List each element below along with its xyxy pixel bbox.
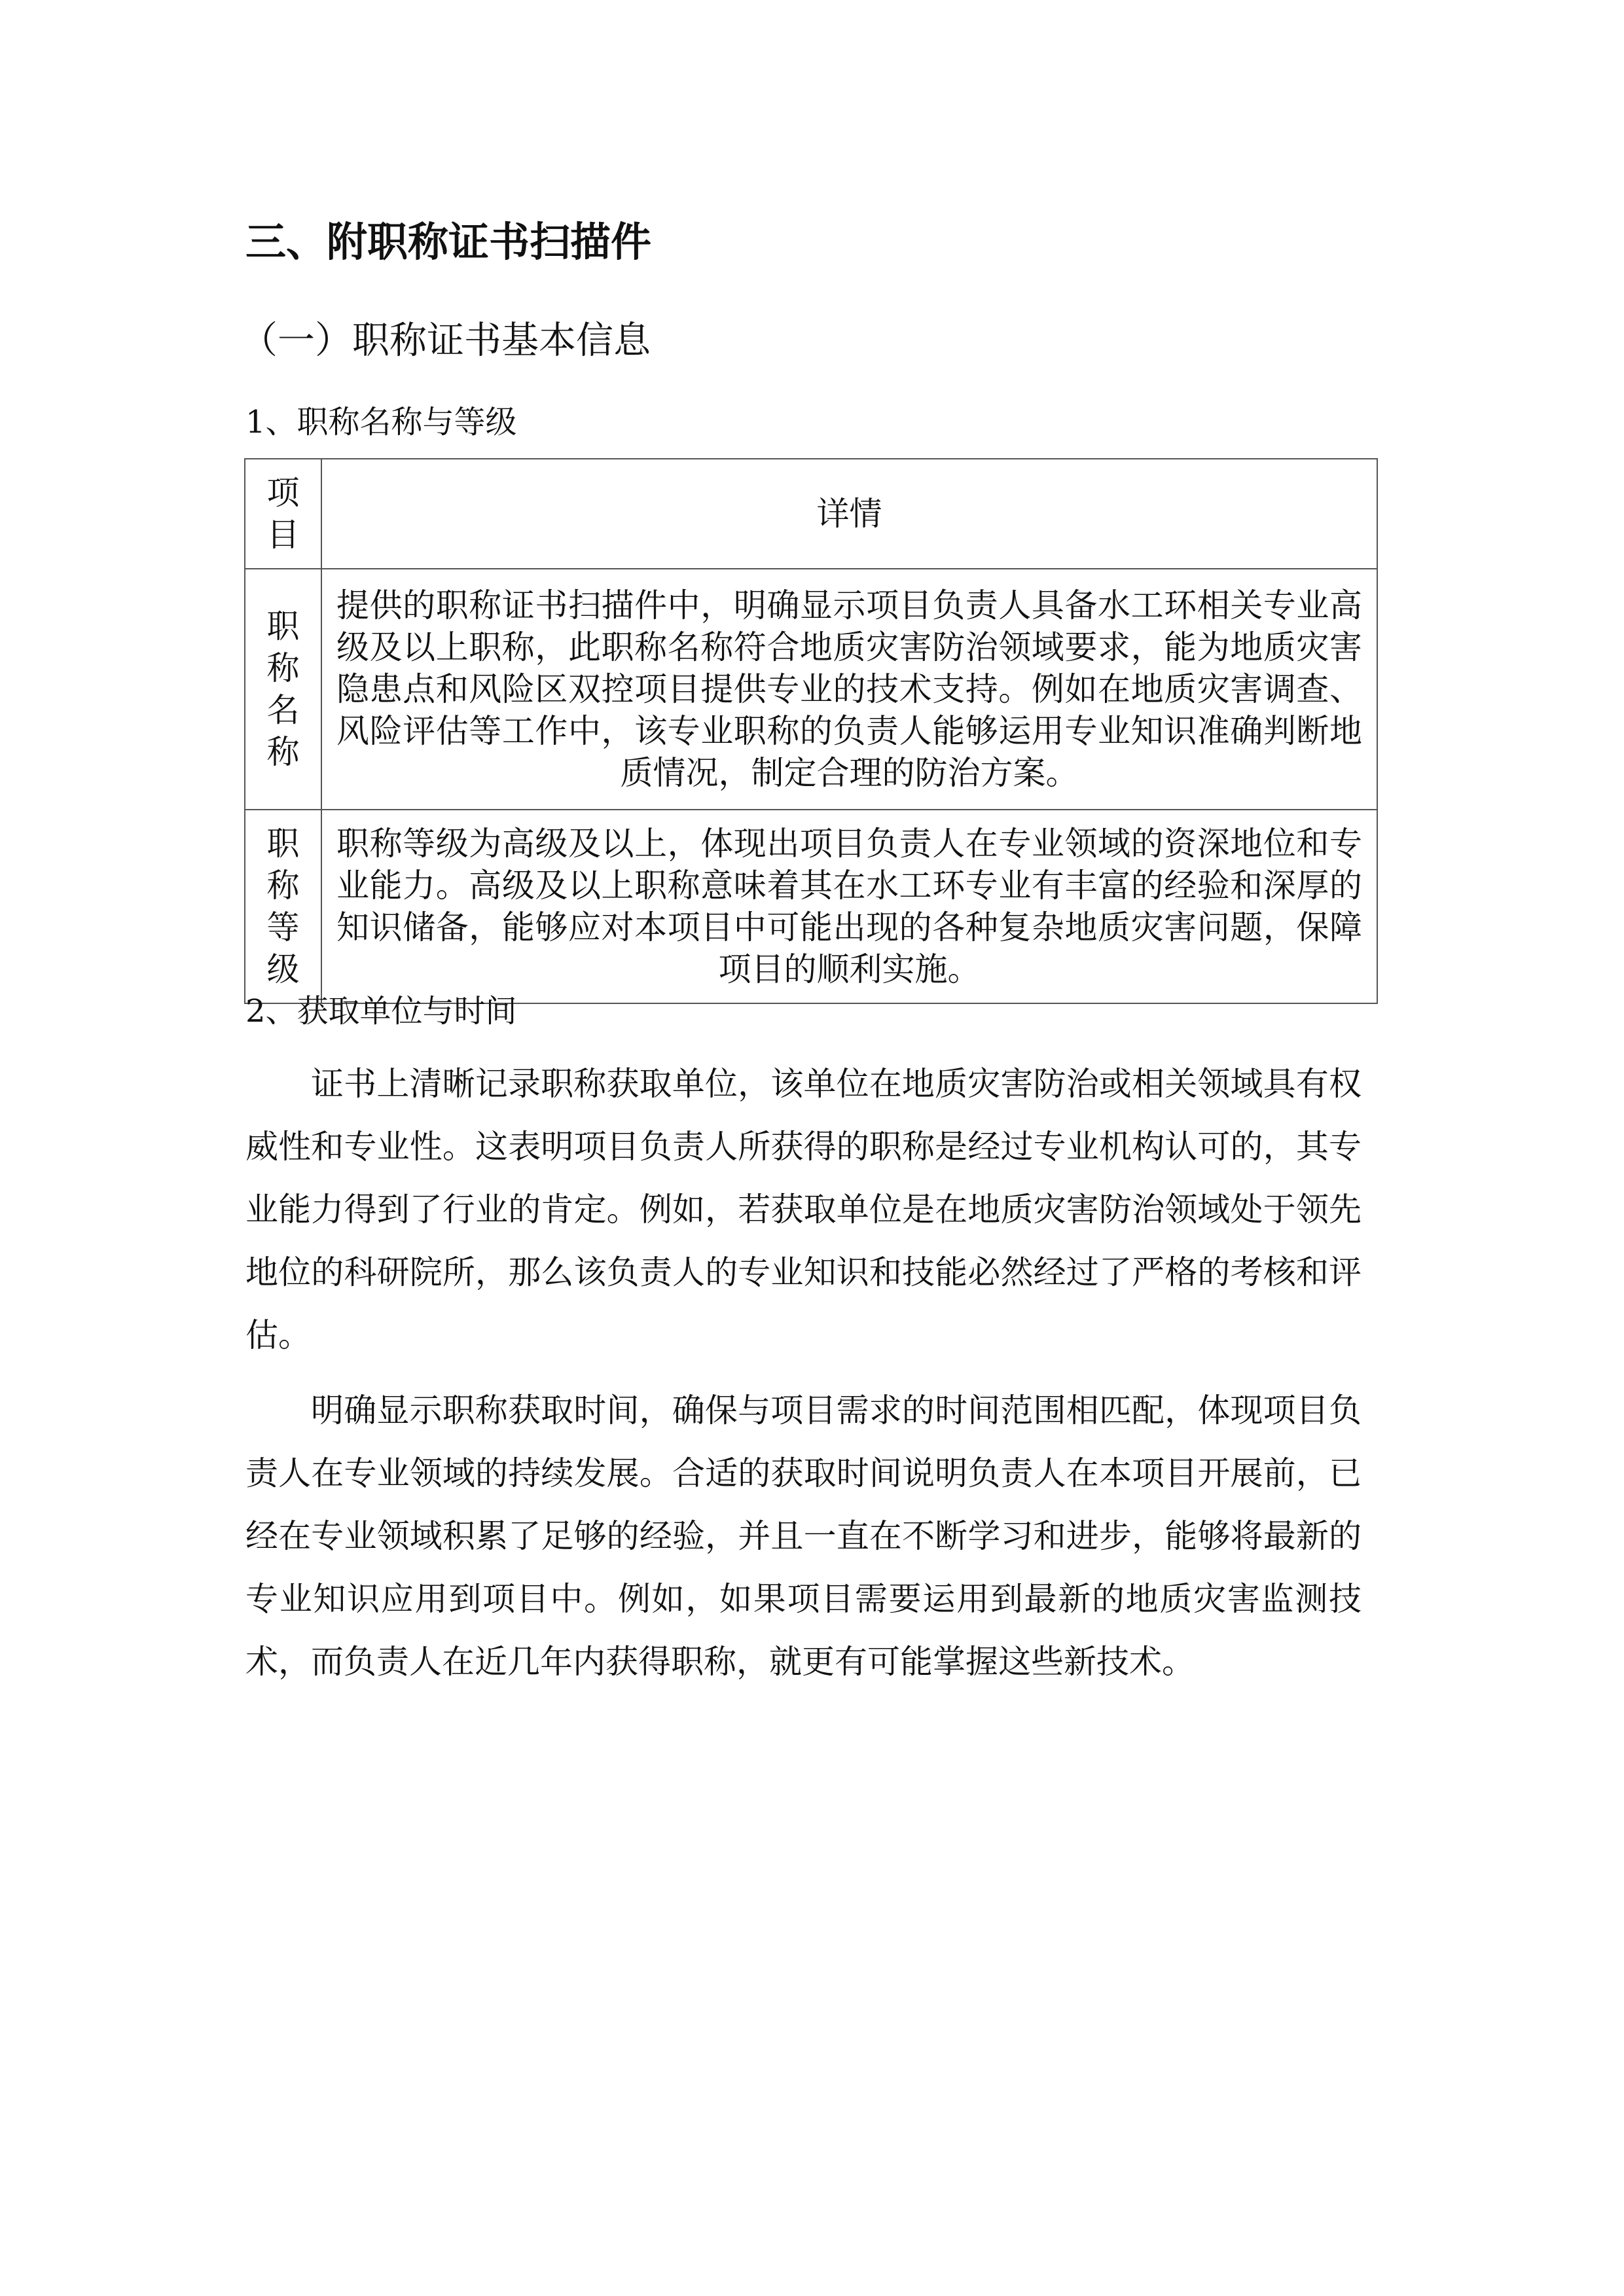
section-title: 三、附职称证书扫描件 bbox=[245, 218, 652, 266]
row-detail: 职称等级为高级及以上，体现出项目负责人在专业领域的资深地位和专业能力。高级及以上职称意味着其在水工环专业有丰富的经验和深厚的知识储备，能够应对本项目中可能出现的各种复杂地质灾害问题，保障项目的顺利实施。 bbox=[321, 810, 1377, 1003]
row-item: 职称等级 bbox=[245, 810, 321, 1003]
title-info-table bbox=[244, 458, 1378, 1004]
item2-title: 2、获取单位与时间 bbox=[245, 993, 517, 1030]
table-row bbox=[245, 810, 1377, 1003]
row-detail: 提供的职称证书扫描件中，明确显示项目负责人具备水工环相关专业高级及以上职称，此职称名称符合地质灾害防治领域要求，能为地质灾害隐患点和风险区双控项目提供专业的技术支持。例如在地质灾害调查、风险评估等工作中，该专业职称的负责人能够运用专业知识准确判断地质情况，制定合理的防治方案。 bbox=[321, 569, 1377, 810]
paragraph: 证书上清晰记录职称获取单位，该单位在地质灾害防治或相关领域具有权威性和专业性。这表明项目负责人所获得的职称是经过专业机构认可的，其专业能力得到了行业的肯定。例如，若获取单位是在地质灾害防治领域处于领先地位的科研院所，那么该负责人的专业知识和技能必然经过了严格的考核和评估。 bbox=[245, 1065, 1362, 1354]
paragraph: 明确显示职称获取时间，确保与项目需求的时间范围相匹配，体现项目负责人在专业领域的持续发展。合适的获取时间说明负责人在本项目开展前，已经在专业领域积累了足够的经验，并且一直在不断学习和进步，能够将最新的专业知识应用到项目中。例如，如果项目需要运用到最新的地质灾害监测技术，而负责人在近几年内获得职称，就更有可能掌握这些新技术。 bbox=[245, 1391, 1362, 1681]
header-item: 项目 bbox=[245, 459, 321, 569]
table-row bbox=[245, 569, 1377, 810]
table-header-row bbox=[245, 459, 1377, 569]
item1-title: 1、职称名称与等级 bbox=[245, 404, 517, 440]
subsection-title: （一）职称证书基本信息 bbox=[240, 319, 651, 362]
header-detail: 详情 bbox=[321, 459, 1377, 569]
row-item: 职称名称 bbox=[245, 569, 321, 810]
